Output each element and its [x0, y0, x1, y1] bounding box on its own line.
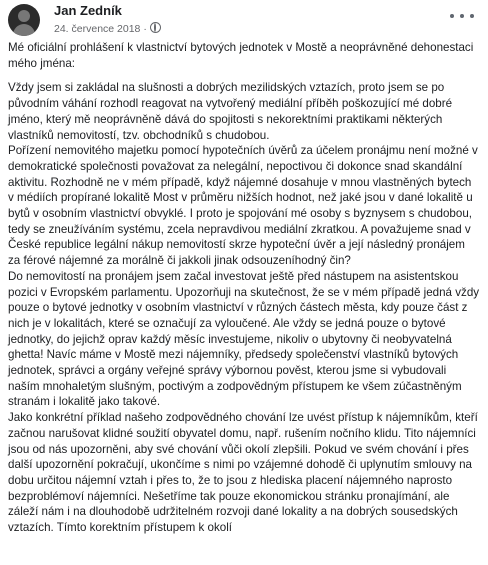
post-header [8, 0, 480, 40]
more-horizontal-icon[interactable] [450, 8, 474, 24]
author-name[interactable]: Jan Zedník [54, 3, 122, 18]
post-body [8, 40, 480, 536]
avatar[interactable] [8, 4, 40, 36]
post-paragraph: Vždy jsem si zakládal na slušnosti a dobrých mezilidských vztazích, proto jsem se po původním váhání rozhodl reagovat na vytvořený mediální příběh poškozující mé dobré jméno, který mě neoprávněně dává do spojitosti s nekorektními praktikami některých vlastníků nemovitostí, tzv. obchodníků s chudobou. Pořízení nemovitého majetku pomocí hypotečních úvěrů za účelem pronájmu není možné v demokratické společnosti považovat za nelegální, nepoctivou či dokonce snad skandální aktivitu. Rozhodně ne v mém případě, když nájemné dosahuje v mnou vlastněných bytech v médiích propírané lokalitě Most v průměru nižších hodnot, než jaké jsou v dané lokalitě u bytů v osobním vlastnictví obvyklé. I proto je spojování mé osoby s byznysem s chudobou, tedy se zneužíváním systému, zcela nepravdivou mediální zkratkou. A považujeme snad v České republice legální nákup nemovitostí skrze hypoteční úvěr a její následný pronájem za férové nájemné za morálně či jakkoli jinak odsouzeníhodný čin? Do nemovitostí na pronájem jsem začal investovat ještě před nástupem na asistentskou pozici v Evropském parlamentu. Upozorňuji na skutečnost, že se v mém případě jedná vždy pouze o bytové jednotky v osobním vlastnictví v různých částech města, kdy pouze část z nich je v lokalitách, které se označují za vyloučené. Ale vždy se jedná pouze o bytové jednotky, do jejichž oprav každý měsíc investujeme, nikoliv o ubytovny či neobyvatelná ghetta! Navíc máme v Mostě mezi nájemníky, předsedy společenství vlastníků bytových jednotek, správci a orgány veřejné správy výbornou pověst, kterou jsme si vybudovali naším mnohaletým slušným, poctivým a zodpovědným přístupem ke všem zúčastněným stranám i lokalitě jako takové. Jako konkrétní příklad našeho zodpovědného chování lze uvést přístup k nájemníkům, kteří začnou narušovat klidné soužití obyvatel domu, např. rušením nočního klidu. Tito nájemníci jsou od nás upozorněni, aby své chování vůči okolí zlepšili. Pokud ve svém chování i přes další upozornění pokračují, ukončíme s nimi po vzájemné dohodě či uplynutím smlouvy na dobu určitou nájemní vztah i přes to, že to jsou z hlediska placení nájemného naprosto bezproblémoví nájemníci. Nešetříme tak pouze ekonomickou stránku pronajímání, ale záleží nám i na dlouhodobě udržitelném rozvoji dané lokality a na dobrých sousedských vztazích. Tímto korektním přístupem k okolí [8, 81, 480, 535]
meta-separator: · [143, 23, 147, 35]
post-meta [54, 22, 161, 35]
post-paragraph: Mé oficiální prohlášení k vlastnictví bytových jednotek v Mostě a neoprávněné dehonestaci mého jména: [8, 41, 474, 70]
post-date[interactable]: 24. července 2018 [54, 23, 141, 35]
globe-icon [150, 22, 161, 33]
